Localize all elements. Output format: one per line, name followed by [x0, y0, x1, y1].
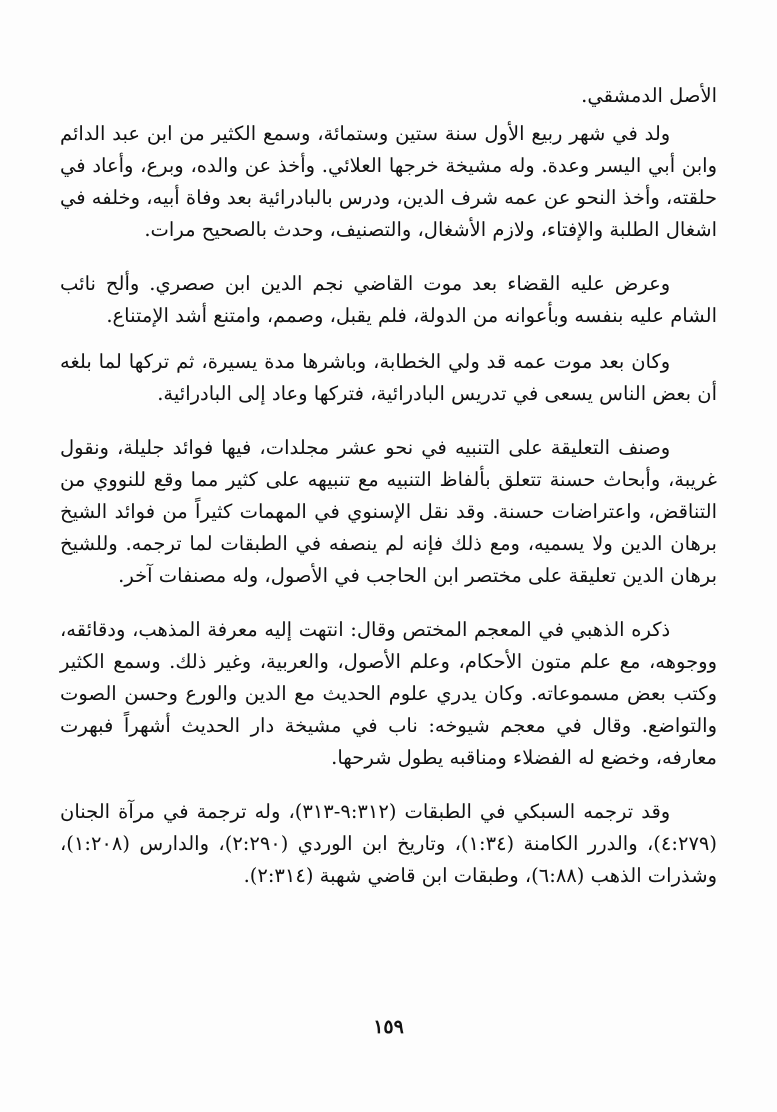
paragraph-dhahabi: ذكره الذهبي في المعجم المختص وقال: انتهت إليه معرفة المذهب، ودقائقه، ووجوهه، مع علم متون الأحكام، وعلم الأصول، والعربية، وغير ذلك. وسمع الكثير وكتب بعض مسموعاته. وكان يدري علوم الحديث مع الدين والورع وحسن الصوت والتواضع. وقال في معجم شيوخه: ناب في مشيخة دار الحديث أشهراً فبهرت معارفه، وخضع له الفضلاء ومناقبه يطول شرحها.	[60, 618, 717, 769]
page-number: ١٥٩	[373, 1016, 404, 1038]
paragraph-opening: الأصل الدمشقي.	[581, 84, 717, 107]
paragraph-khataba: وكان بعد موت عمه قد ولي الخطابة، وباشرها مدة يسيرة، ثم تركها لما بلغه أن بعض الناس يسعى في تدريس البادرائية، فتركها وعاد إلى البادرائية.	[60, 350, 717, 405]
paragraph-sources: وقد ترجمه السبكي في الطبقات (٩:٣١٢-٣١٣)، وله ترجمة في مرآة الجنان (٤:٢٧٩)، والدرر الكامنة (١:٣٤)، وتاريخ ابن الوردي (٢:٢٩٠)، والدارس (١:٢٠٨)، وشذرات الذهب (٦:٨٨)، وطبقات ابن قاضي شهبة (٢:٣١٤).	[60, 800, 717, 887]
paragraph-writings: وصنف التعليقة على التنبيه في نحو عشر مجلدات، فيها فوائد جليلة، ونقول غريبة، وأبحاث حسنة تتعلق بألفاظ التنبيه مع تنبيهه على كثير مما وقع للنووي من التناقض، واعتراضات حسنة. وقد نقل الإسنوي في المهمات كثيراً من فوائد الشيخ برهان الدين ولا يسميه، ومع ذلك فإنه لم ينصفه في الطبقات لما ترجمه. وللشيخ برهان الدين تعليقة على مختصر ابن الحاجب في الأصول، وله مصنفات آخر.	[60, 436, 717, 587]
main-text	[60, 80, 717, 892]
paragraph-birth: ولد في شهر ربيع الأول سنة ستين وستمائة، وسمع الكثير من ابن عبد الدائم وابن أبي اليسر وعدة. وله مشيخة خرجها العلائي. وأخذ عن والده، وبرع، وأعاد في حلقته، وأخذ النحو عن عمه شرف الدين، ودرس بالبادرائية بعد وفاة أبيه، وخلفه في اشغال الطلبة والإفتاء، ولازم الأشغال، والتصنيف، وحدث بالصحيح مرات.	[60, 122, 717, 241]
paragraph-judgeship: وعرض عليه القضاء بعد موت القاضي نجم الدين ابن صصري. وألح نائب الشام عليه بنفسه وبأعوانه من الدولة، فلم يقبل، وصمم، وامتنع أشد الإمتناع.	[60, 272, 717, 327]
